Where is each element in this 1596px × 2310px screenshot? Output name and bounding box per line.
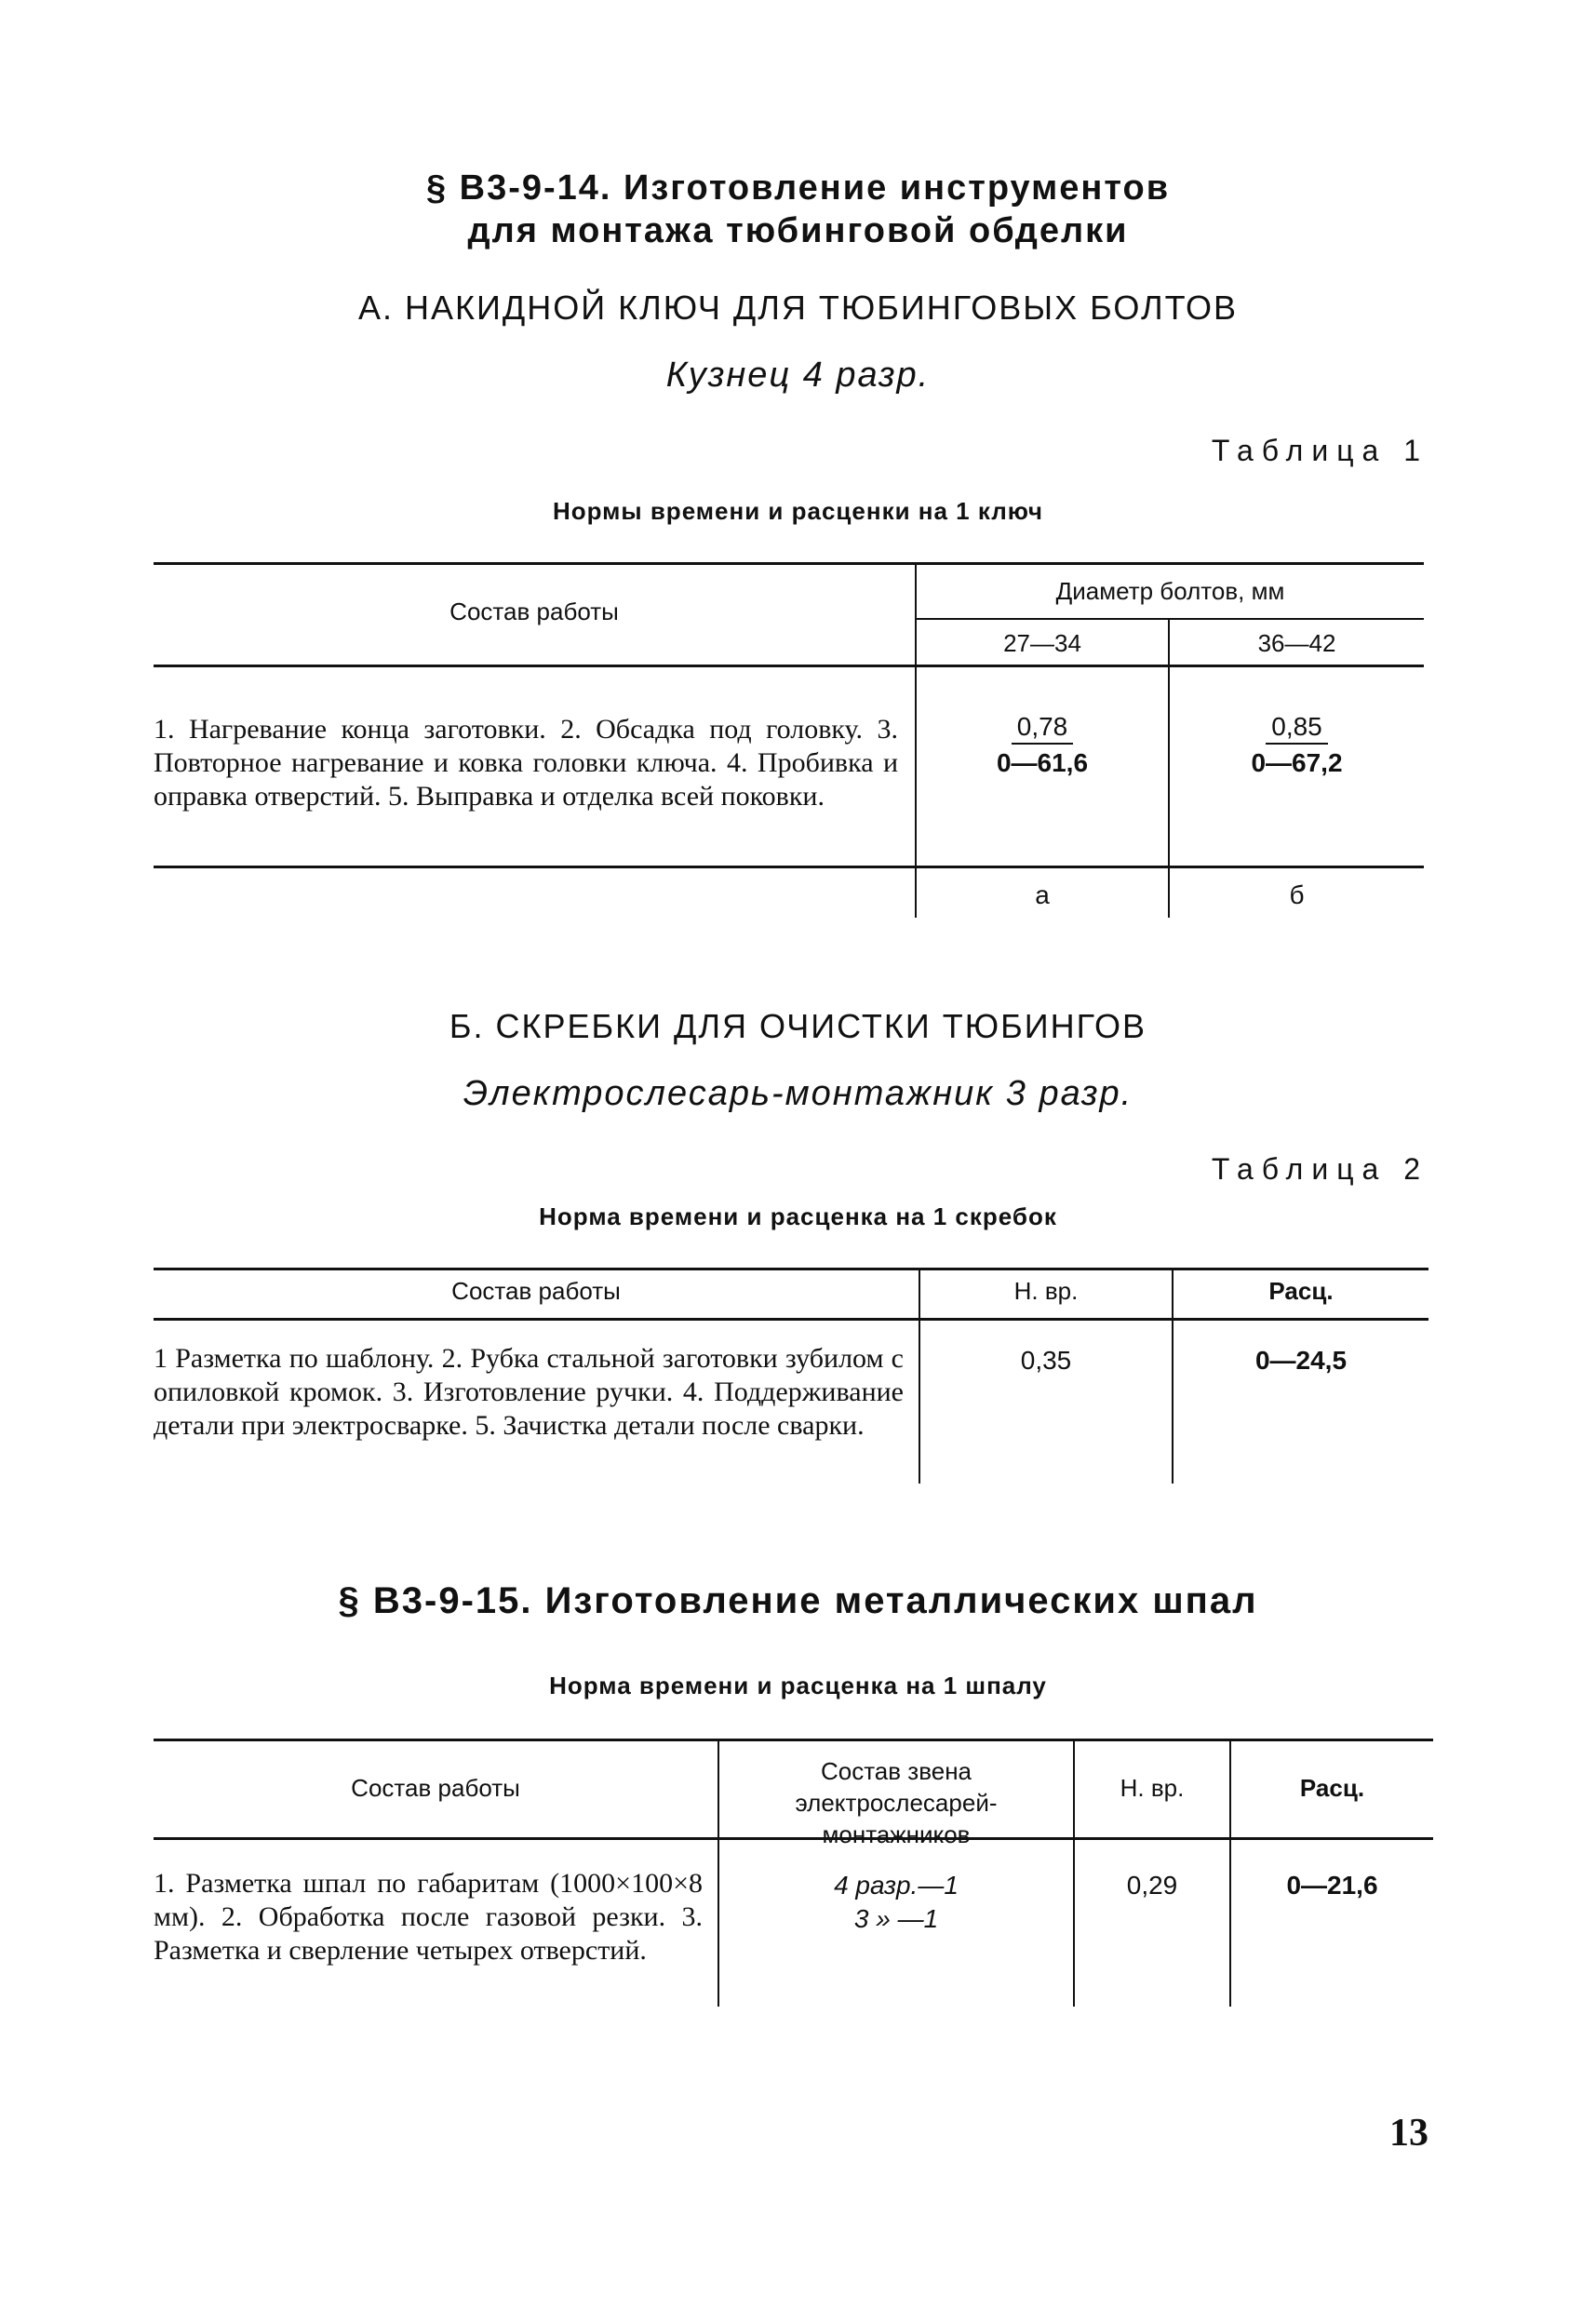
table-2-top-rule <box>154 1268 1428 1270</box>
table-3-crew-line1: 4 разр.—1 <box>834 1871 959 1900</box>
table-2-col-norm: Н. вр. <box>1013 1277 1079 1305</box>
table-3-col-norm: Н. вр. <box>1120 1774 1185 1802</box>
table-1-index-b: б <box>1289 880 1305 909</box>
table-3-rate: 0—21,6 <box>1286 1871 1378 1900</box>
table-1-b-norm: 0,85 <box>1266 711 1328 745</box>
table-1-a-norm: 0,78 <box>1012 711 1074 745</box>
section-title-line1: § В3-9-14. Изготовление инструментов <box>425 168 1171 208</box>
table-3-norm: 0,29 <box>1126 1871 1178 1900</box>
table-1-cell-a <box>917 711 1168 782</box>
table-1-col-b: 36—42 <box>1257 629 1336 657</box>
table-3-norm-title: Норма времени и расценка на 1 шпалу <box>549 1672 1047 1699</box>
table-1-col-a: 27—34 <box>1003 629 1081 657</box>
table-1-row-text: 1. Нагревание конца заготовки. 2. Обсадка под головку. 3. Повторное нагревание и ковка головки ключа. 4. Пробивка и оправка отверстий. 5. Выправка и отделка всей поковки. <box>154 714 898 812</box>
table-1-index-a: а <box>1035 880 1050 909</box>
table-1-label: Таблица 1 <box>1211 434 1428 467</box>
table-3-col-work: Состав работы <box>351 1774 520 1802</box>
table-1-header-rule <box>154 665 1424 667</box>
table-1-b-rate: 0—67,2 <box>1251 748 1343 777</box>
table-3-crew-cell <box>719 1869 1073 1936</box>
table-3-col-crew: Состав звена электрослесарей-монтажников <box>795 1757 998 1848</box>
table-1-a-rate: 0—61,6 <box>996 748 1089 777</box>
table-1-col-group: Диаметр болтов, мм <box>1055 577 1285 605</box>
table-3-col-rate: Расц. <box>1299 1774 1365 1802</box>
table-1-norm-title: Нормы времени и расценки на 1 ключ <box>552 497 1044 525</box>
table-2-col-rate: Расц. <box>1268 1277 1334 1305</box>
table-1-col-work: Состав работы <box>449 598 619 625</box>
table-2-label: Таблица 2 <box>1211 1152 1428 1186</box>
table-2-header-rule <box>154 1318 1428 1321</box>
table-3-crew-line2: 3 » —1 <box>853 1904 939 1933</box>
page-number: 13 <box>1389 2112 1428 2155</box>
table-1-group-rule <box>917 618 1424 620</box>
part-b-heading: Б. СКРЕБКИ ДЛЯ ОЧИСТКИ ТЮБИНГОВ <box>449 1007 1147 1045</box>
table-2-rate: 0—24,5 <box>1254 1346 1348 1375</box>
part-b-worker: Электрослесарь-монтажник 3 разр. <box>463 1074 1133 1113</box>
table-2-row-text: 1 Разметка по шаблону. 2. Рубка стальной заготовки зубилом с опиловкой кромок. 3. Изготовление ручки. 4. Поддерживание детали при электросварке. 5. Зачистка детали после сварки. <box>154 1343 904 1441</box>
table-1-bottom-rule <box>154 866 1424 868</box>
table-2-norm: 0,35 <box>1020 1346 1072 1375</box>
table-1-top-rule <box>154 562 1424 565</box>
part-a-heading: А. НАКИДНОЙ КЛЮЧ ДЛЯ ТЮБИНГОВЫХ БОЛТОВ <box>358 289 1238 327</box>
part-a-worker: Кузнец 4 разр. <box>665 356 931 395</box>
section-2-title: § В3-9-15. Изготовление металлических шпал <box>338 1580 1258 1621</box>
table-2-norm-title: Норма времени и расценка на 1 скребок <box>539 1202 1057 1230</box>
table-2-col-work: Состав работы <box>451 1277 621 1305</box>
section-title-line2: для монтажа тюбинговой обделки <box>467 211 1129 250</box>
table-3-row-text: 1. Разметка шпал по габаритам (1000×100×8 мм). 2. Обработка после газовой резки. 3. Разметка и сверление четырех отверстий. <box>154 1868 703 1966</box>
table-3-top-rule <box>154 1739 1433 1741</box>
table-1-cell-b <box>1170 711 1424 782</box>
